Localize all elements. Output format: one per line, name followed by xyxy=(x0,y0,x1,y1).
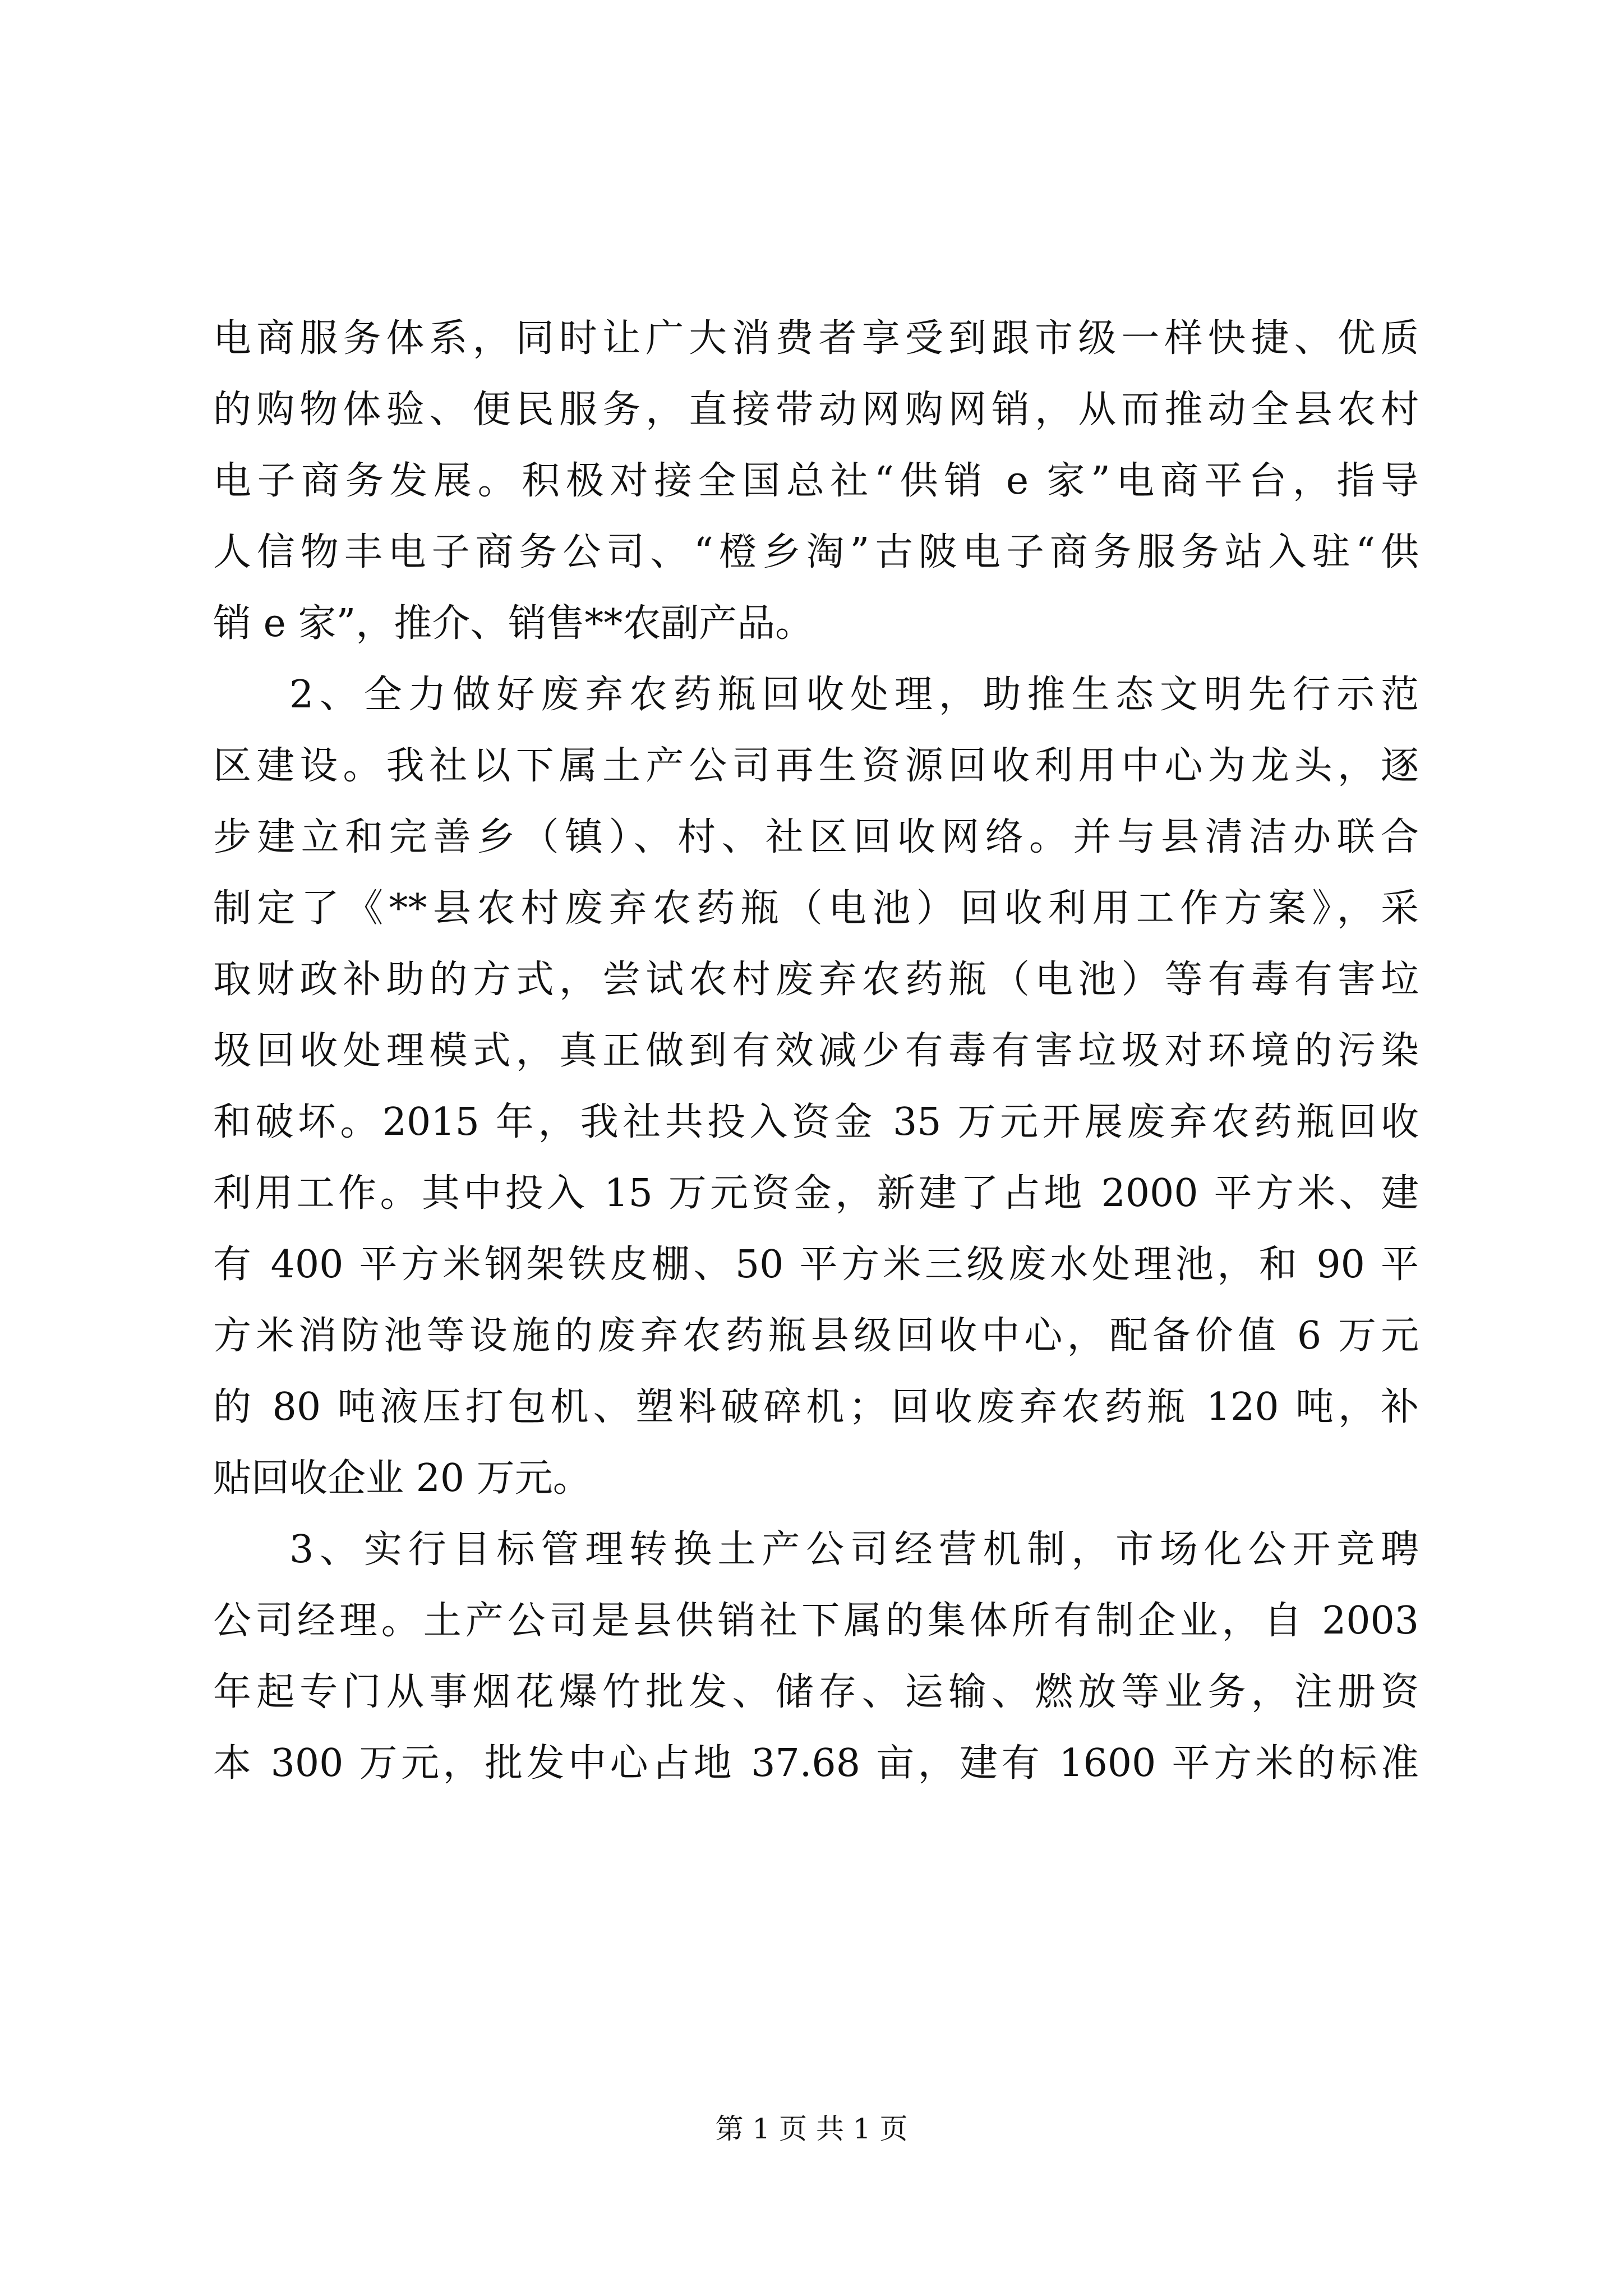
text-line: 3、实行目标管理转换土产公司经营机制，市场化公开竞聘 xyxy=(289,1527,1419,1572)
text-line: 方米消防池等设施的废弃农药瓶县级回收中心，配备价值 6 万元 xyxy=(213,1314,1419,1358)
page-footer: 第 1 页 共 1 页 xyxy=(715,2113,908,2145)
text-line: 公司经理。土产公司是县供销社下属的集体所有制企业，自 2003 xyxy=(213,1599,1419,1643)
text-line: 圾回收处理模式，真正做到有效减少有毒有害垃圾对环境的污染 xyxy=(213,1029,1419,1073)
text-line: 本 300 万元，批发中心占地 37.68 亩，建有 1600 平方米的标准 xyxy=(213,1741,1419,1786)
text-line: 2、全力做好废弃农药瓶回收处理，助推生态文明先行示范 xyxy=(289,673,1419,717)
text-line: 电子商务发展。积极对接全国总社“供销 e 家”电商平台，指导 xyxy=(213,459,1419,503)
text-line: 电商服务体系，同时让广大消费者享受到跟市级一样快捷、优质 xyxy=(213,316,1419,361)
text-line: 步建立和完善乡（镇）、村、社区回收网络。并与县清洁办联合 xyxy=(213,815,1419,859)
text-line: 和破坏。2015 年，我社共投入资金 35 万元开展废弃农药瓶回收 xyxy=(213,1100,1419,1144)
document-body xyxy=(213,303,1419,1799)
text-line: 年起专门从事烟花爆竹批发、储存、运输、燃放等业务，注册资 xyxy=(213,1670,1419,1714)
text-line: 制定了《**县农村废弃农药瓶（电池）回收利用工作方案》，采 xyxy=(213,886,1419,931)
text-line: 贴回收企业 20 万元。 xyxy=(213,1456,591,1501)
text-line: 人信物丰电子商务公司、“橙乡淘”古陂电子商务服务站入驻“供 xyxy=(213,530,1419,574)
text-line: 的购物体验、便民服务，直接带动网购网销，从而推动全县农村 xyxy=(213,388,1419,432)
text-line: 利用工作。其中投入 15 万元资金，新建了占地 2000 平方米、建 xyxy=(213,1171,1419,1216)
text-line: 有 400 平方米钢架铁皮棚、50 平方米三级废水处理池，和 90 平 xyxy=(213,1243,1419,1287)
text-line: 销 e 家”，推介、销售**农副产品。 xyxy=(213,601,814,646)
text-line: 的 80 吨液压打包机、塑料破碎机；回收废弃农药瓶 120 吨，补 xyxy=(213,1385,1419,1429)
text-line: 取财政补助的方式，尝试农村废弃农药瓶（电池）等有毒有害垃 xyxy=(213,958,1419,1002)
text-line: 区建设。我社以下属土产公司再生资源回收利用中心为龙头，逐 xyxy=(213,744,1419,788)
